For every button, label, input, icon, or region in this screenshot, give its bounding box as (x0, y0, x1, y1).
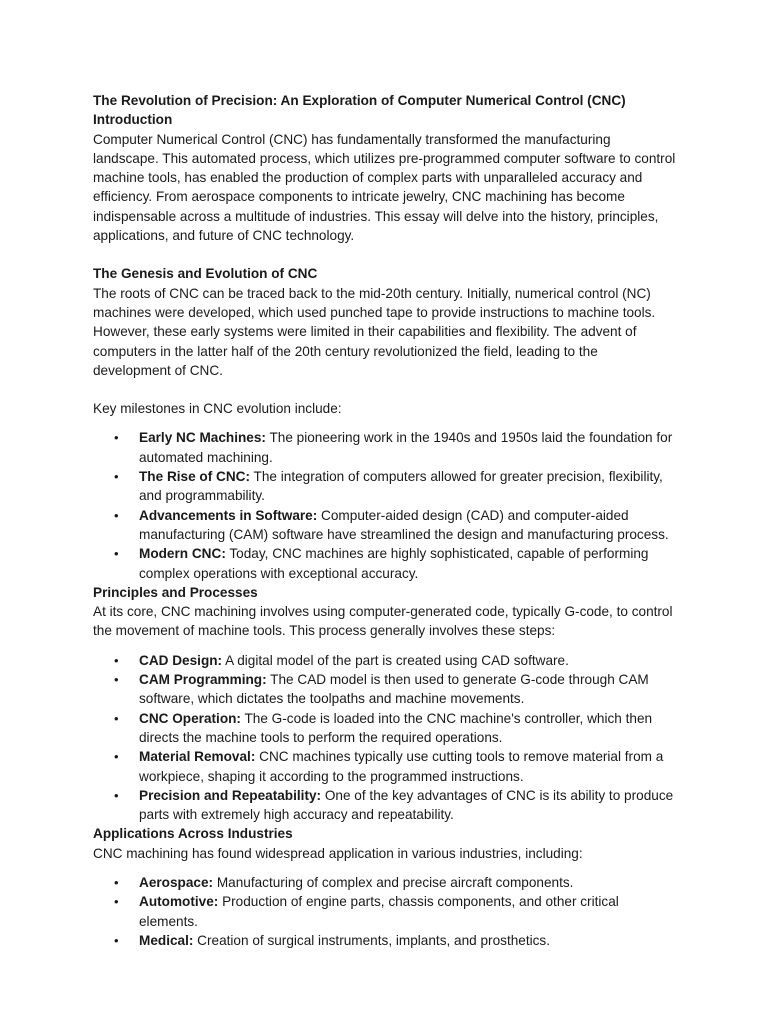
bullet-icon: • (114, 652, 119, 668)
list-item-term: Precision and Repeatability: (139, 787, 322, 803)
list-item (93, 931, 678, 950)
bullet-icon: • (114, 672, 119, 688)
list-item (93, 747, 678, 786)
list-item (93, 670, 678, 709)
bullet-icon: • (114, 710, 119, 726)
list-item (93, 651, 678, 670)
list-item-text: CNC machines typically use cutting tools to remove material from a workpiece, shaping it according to the programmed instructions. (139, 749, 664, 784)
list-item-text: A digital model of the part is created using CAD software. (222, 652, 569, 668)
list-item-text: Manufacturing of complex and precise aircraft components. (213, 874, 574, 890)
list-item-text: The CAD model is then used to generate G-code through CAM software, which dictates the toolpaths and machine movements. (139, 672, 649, 707)
list-item-text: The integration of computers allowed for greater precision, flexibility, and programmability. (139, 469, 663, 504)
genesis-paragraph: The roots of CNC can be traced back to the mid-20th century. Initially, numerical control (NC) machines were developed, which used punched tape to provide instructions to machine tools. However, these early systems were limited in their capabilities and flexibility. The advent of computers in the latter half of the 20th century revolutionized the field, leading to the development of CNC. (93, 285, 656, 378)
list-item-term: Medical: (139, 932, 194, 948)
list-item (93, 428, 678, 467)
list-item (93, 467, 678, 506)
list-item-text: Computer-aided design (CAD) and computer-aided manufacturing (CAM) software have streamlined the design and manufacturing process. (139, 507, 669, 542)
milestones-list (93, 428, 678, 582)
bullet-icon: • (114, 932, 119, 948)
list-item-term: Modern CNC: (139, 546, 226, 562)
list-item (93, 873, 678, 892)
list-item (93, 544, 678, 583)
applications-heading: Applications Across Industries (93, 826, 293, 842)
list-item (93, 506, 678, 545)
milestones-intro: Key milestones in CNC evolution include: (93, 401, 342, 417)
principles-paragraph: At its core, CNC machining involves using computer-generated code, typically G-code, to control the movement of machine tools. This process generally involves these steps: (93, 604, 673, 639)
bullet-icon: • (114, 787, 119, 803)
document-title: The Revolution of Precision: An Exploration of Computer Numerical Control (CNC) (93, 93, 626, 108)
list-item-term: Aerospace: (139, 874, 214, 890)
principles-heading: Principles and Processes (93, 584, 258, 600)
list-item-text: Production of engine parts, chassis components, and other critical elements. (139, 894, 619, 929)
list-item-term: Advancements in Software: (139, 507, 318, 523)
bullet-icon: • (114, 546, 119, 562)
intro-paragraph: Computer Numerical Control (CNC) has fundamentally transformed the manufacturing landscape. This automated process, which utilizes pre-programmed computer software to control machine tools, has enabled the production of complex parts with unparalleled accuracy and efficiency. From aerospace components to intricate jewelry, CNC machining has become indispensable across a multitude of industries. This essay will delve into the history, principles, applications, and future of CNC technology. (93, 131, 676, 244)
list-item-text: The G-code is loaded into the CNC machine's controller, which then directs the machine tools to perform the required operations. (139, 710, 653, 745)
bullet-icon: • (114, 507, 119, 523)
list-item (93, 786, 678, 825)
list-item-term: CNC Operation: (139, 710, 241, 726)
industries-list (93, 873, 678, 950)
list-item-text: One of the key advantages of CNC is its ability to produce parts with extremely high accuracy and repeatability. (139, 787, 674, 823)
bullet-icon: • (114, 469, 119, 485)
intro-heading: Introduction (93, 112, 173, 128)
list-item-term: Early NC Machines: (139, 430, 266, 446)
list-item-term: The Rise of CNC: (139, 469, 251, 485)
list-item-text: Creation of surgical instruments, implants, and prosthetics. (193, 932, 551, 948)
bullet-icon: • (114, 894, 119, 910)
applications-paragraph: CNC machining has found widespread application in various industries, including: (93, 845, 583, 861)
list-item-text: The pioneering work in the 1940s and 1950s laid the foundation for automated machining. (139, 430, 673, 465)
steps-list (93, 651, 678, 825)
genesis-heading: The Genesis and Evolution of CNC (93, 266, 318, 282)
bullet-icon: • (114, 430, 119, 446)
list-item (93, 892, 678, 931)
list-item-term: Automotive: (139, 894, 219, 910)
list-item (93, 709, 678, 748)
list-item-term: CAD Design: (139, 652, 223, 668)
list-item-term: CAM Programming: (139, 672, 267, 688)
list-item-term: Material Removal: (139, 749, 256, 765)
bullet-icon: • (114, 874, 119, 890)
list-item-text: Today, CNC machines are highly sophisticated, capable of performing complex operations with exceptional accuracy. (139, 546, 649, 581)
bullet-icon: • (114, 749, 119, 765)
